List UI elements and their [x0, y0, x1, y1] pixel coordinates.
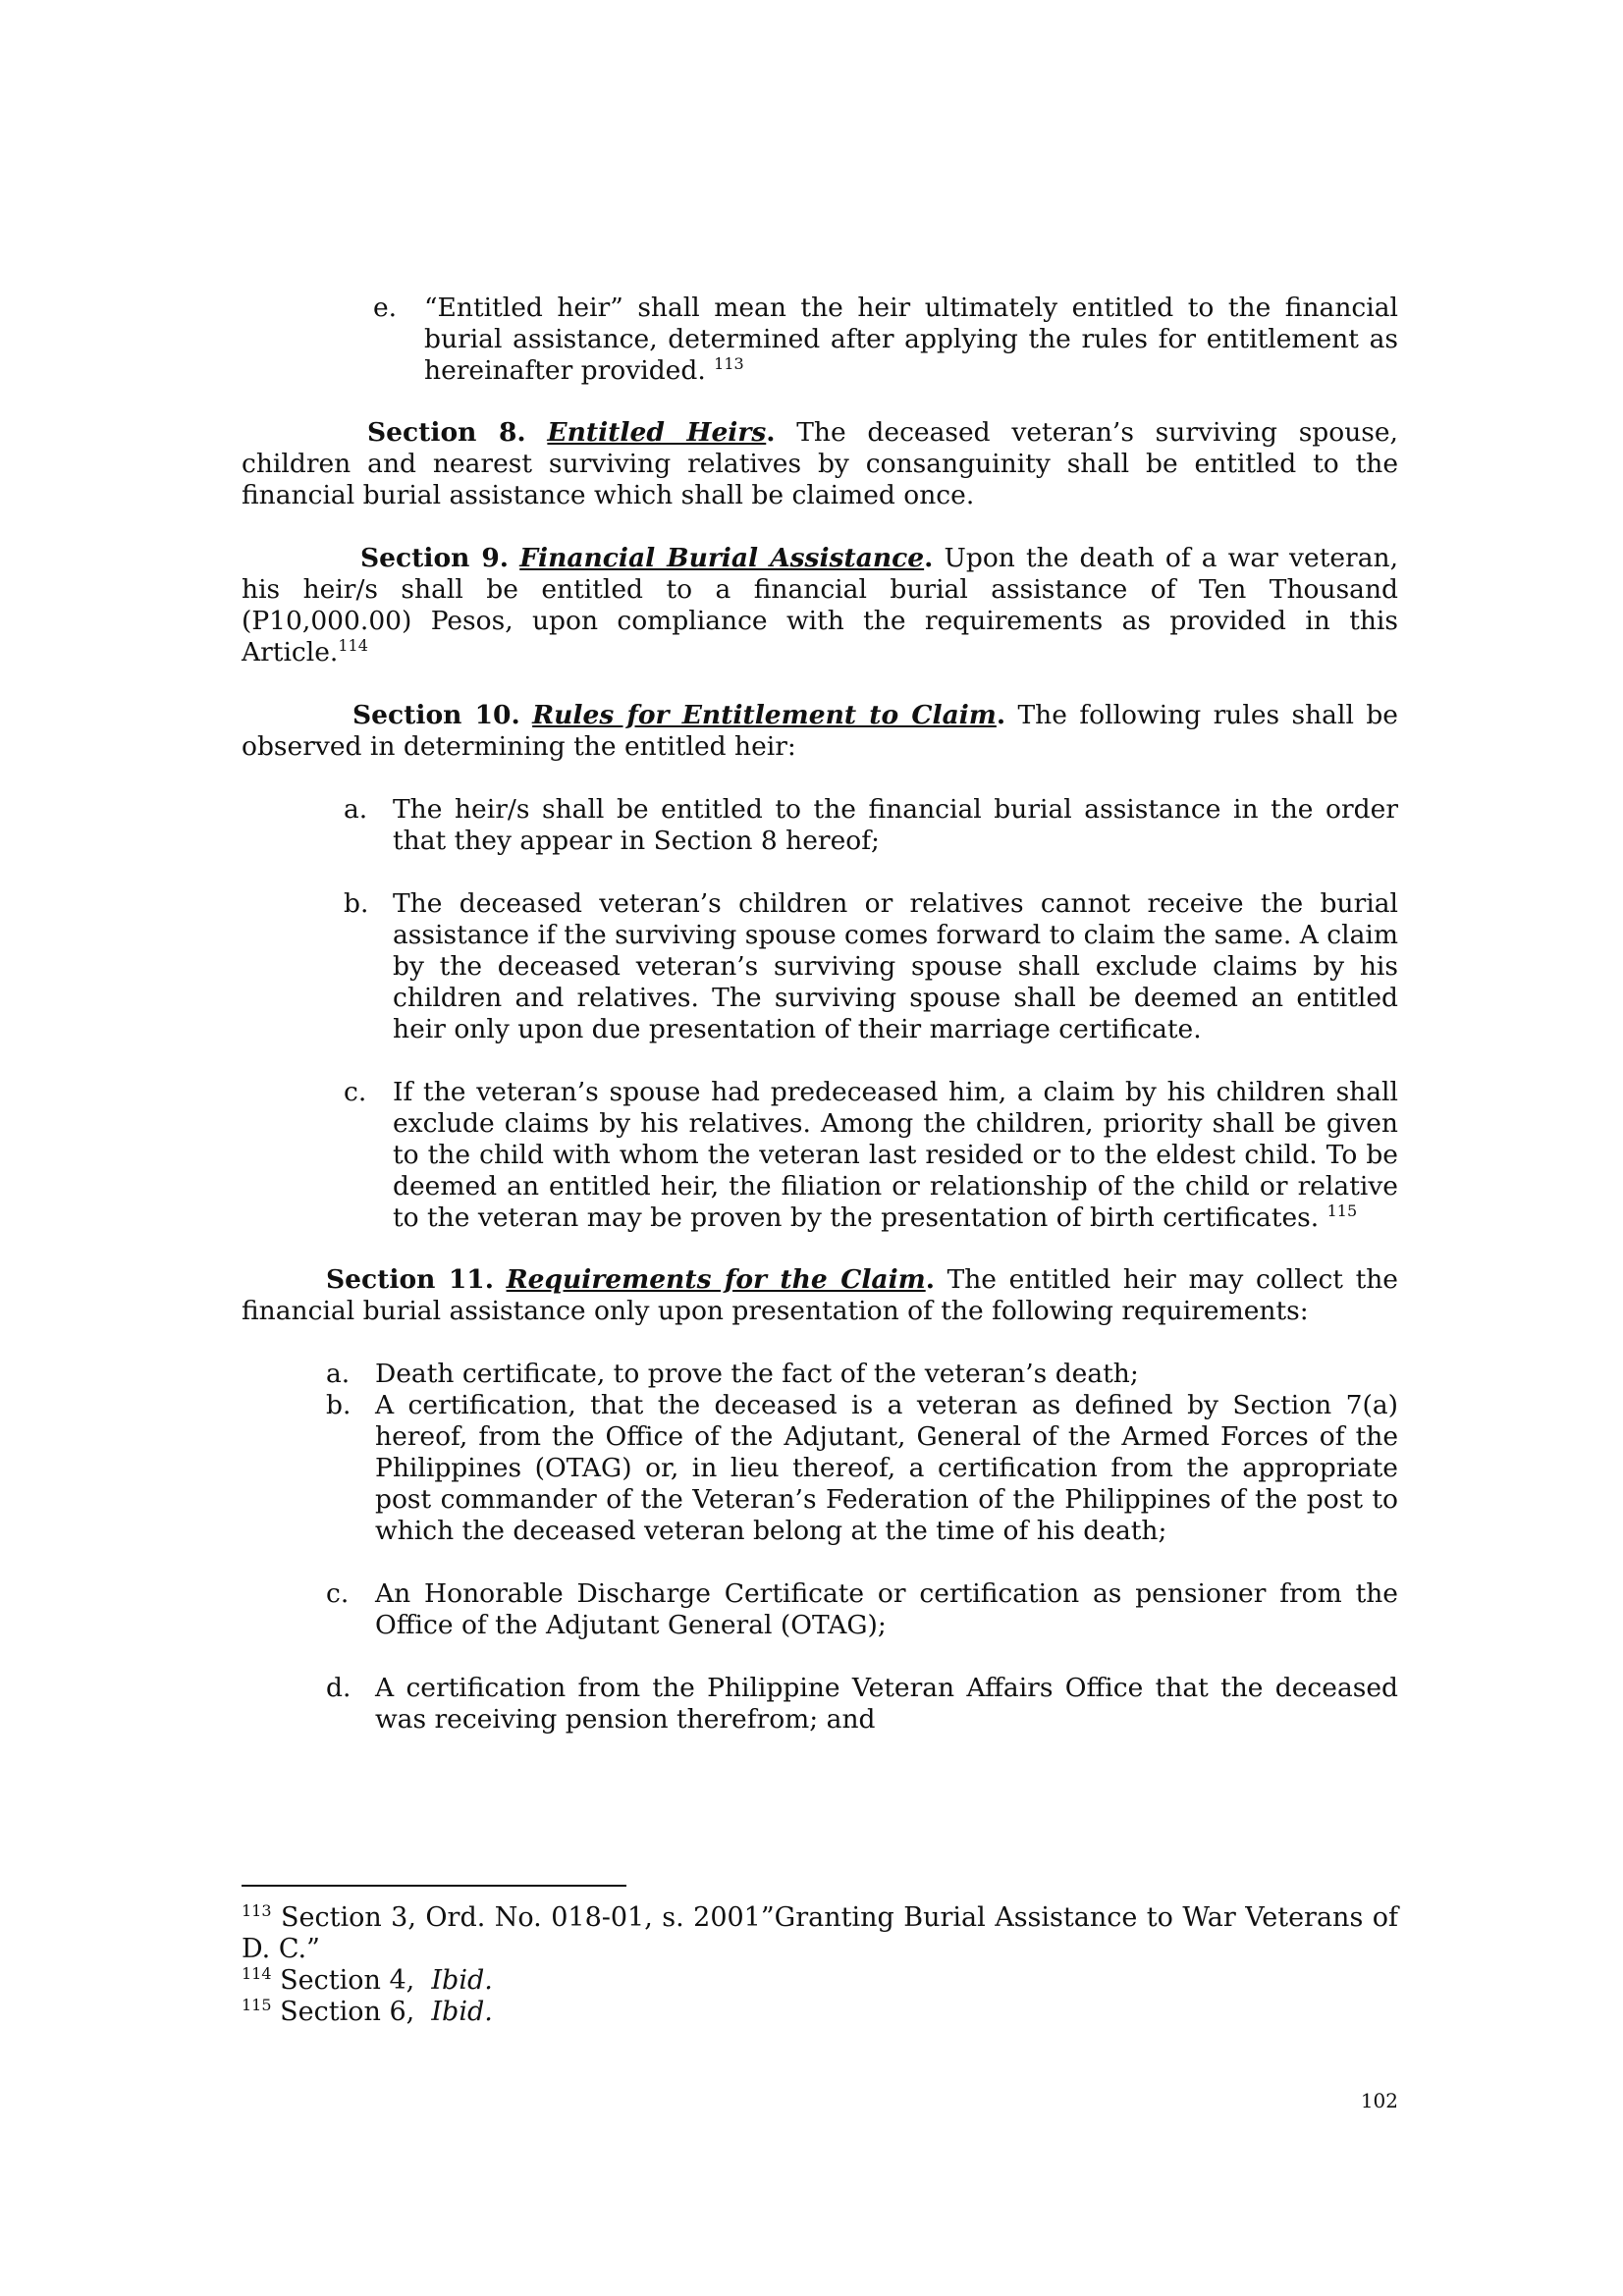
section-10: Section 10. Rules for Entitlement to Claim. The following rules shall be observed in determining the entitled heir:: [242, 700, 1398, 762]
footnote-115-number: 115: [242, 1996, 272, 2014]
footnote-113: [242, 1902, 1398, 1965]
footnote-ref-114: 114: [338, 636, 368, 655]
rule-a-text: The heir/s shall be entitled to the financial burial assistance in the order that they appear in Section 8 hereof;: [393, 794, 1398, 856]
footnote-ref-115: 115: [1326, 1201, 1358, 1220]
rule-a-label: a.: [344, 794, 368, 825]
section-8-heading: Section 8.: [367, 417, 526, 448]
section-9: Section 9. Financial Burial Assistance. Upon the death of a war veteran, his heir/s shall be entitled to a financial burial assistance of Ten Thousand (P10,000.00) Pesos, upon compliance with the requirements as provided in this Article.$^{114}$: [242, 543, 1398, 667]
footnote-114-text: Section 4,: [271, 1965, 432, 1996]
section-10-heading: Section 10.: [352, 700, 520, 730]
footnotes: [242, 1902, 1398, 2028]
footnote-114: [242, 1965, 1398, 1997]
requirement-c-label: c.: [326, 1578, 350, 1609]
footnote-115-ibid: Ibid.: [431, 1997, 493, 2027]
rule-b-label: b.: [344, 888, 369, 919]
section-11-heading: Section 11.: [326, 1264, 494, 1295]
footnote-114-ibid: Ibid.: [431, 1965, 493, 1996]
definition-e-label: e.: [373, 293, 398, 323]
requirement-b-label: b.: [326, 1390, 352, 1420]
requirement-d-label: d.: [326, 1673, 352, 1703]
requirement-b-text: A certification, that the deceased is a veteran as defined by Section 7(a) hereof, from the Office of the Adjutant, General of the Armed Forces of the Philippines (OTAG) or, in lieu thereof, a certification from the appropriate post commander of the Veteran’s Federation of the Philippines of the post to which the deceased veteran belong at the time of his death;: [375, 1390, 1398, 1546]
rule-b-text: The deceased veteran’s children or relatives cannot receive the burial assistance if the surviving spouse comes forward to claim the same. A claim by the deceased veteran’s surviving spouse shall exclude claims by his children and relatives. The surviving spouse shall be deemed an entitled heir only upon due presentation of their marriage certificate.: [393, 888, 1398, 1044]
section-8-text: The deceased veteran’s surviving spouse, children and nearest surviving relatives by consanguinity shall be entitled to the financial burial assistance which shall be claimed once.: [242, 417, 1398, 510]
section-9-heading: Section 9.: [360, 543, 510, 573]
section-10-title: Rules for Entitlement to Claim: [532, 700, 997, 730]
requirement-a-label: a.: [326, 1359, 351, 1389]
section-10-text: The following rules shall be observed in determining the entitled heir:: [242, 700, 1398, 762]
footnote-ref-113: 113: [714, 354, 744, 373]
section-8-title: Entitled Heirs: [547, 417, 767, 448]
rule-c-label: c.: [344, 1077, 367, 1107]
section-8: Section 8. Entitled Heirs. The deceased veteran’s surviving spouse, children and nearest surviving relatives by consanguinity shall be entitled to the financial burial assistance which shall be claimed once.: [242, 417, 1398, 510]
footnote-114-number: 114: [242, 1964, 272, 1983]
footnote-115: [242, 1997, 1398, 2028]
section-11: Section 11. Requirements for the Claim. The entitled heir may collect the financial burial assistance only upon presentation of the following requirements:: [242, 1264, 1398, 1326]
rule-c-text: [393, 1077, 1398, 1234]
rule-c-body: If the veteran’s spouse had predeceased him, a claim by his children shall exclude claims by his relatives. Among the children, priority shall be given to the child with whom the veteran last resided or to the eldest child. To be deemed an entitled heir, the filiation or relationship of the child or relative to the veteran may be proven by the presentation of birth certificates.: [393, 1077, 1398, 1233]
section-11-text: The entitled heir may collect the financial burial assistance only upon presentation of the following requirements:: [242, 1264, 1398, 1326]
footnote-113-number: 113: [242, 1901, 272, 1920]
requirement-a-text: Death certificate, to prove the fact of the veteran’s death;: [375, 1359, 1139, 1389]
definition-e-text: [424, 293, 1398, 387]
section-9-title: Financial Burial Assistance: [519, 543, 925, 573]
page-number: 102: [1360, 2089, 1398, 2112]
requirement-d-text: A certification from the Philippine Veteran Affairs Office that the deceased was receiving pension therefrom; and: [375, 1673, 1398, 1735]
footnote-115-text: Section 6,: [271, 1997, 432, 2027]
definition-e-body: “Entitled heir” shall mean the heir ultimately entitled to the financial burial assistance, determined after applying the rules for entitlement as hereinafter provided.: [424, 293, 1398, 386]
footnote-113-text: Section 3, Ord. No. 018-01, s. 2001”Granting Burial Assistance to War Veterans of D. C.”: [242, 1902, 1398, 1964]
section-9-text: Upon the death of a war veteran, his heir/s shall be entitled to a financial burial assistance of Ten Thousand (P10,000.00) Pesos, upon compliance with the requirements as provided in this Article.: [242, 543, 1398, 667]
section-11-title: Requirements for the Claim: [506, 1264, 926, 1295]
requirement-c-text: An Honorable Discharge Certificate or certification as pensioner from the Office of the Adjutant General (OTAG);: [375, 1578, 1398, 1640]
footnote-separator: [242, 1885, 626, 1887]
